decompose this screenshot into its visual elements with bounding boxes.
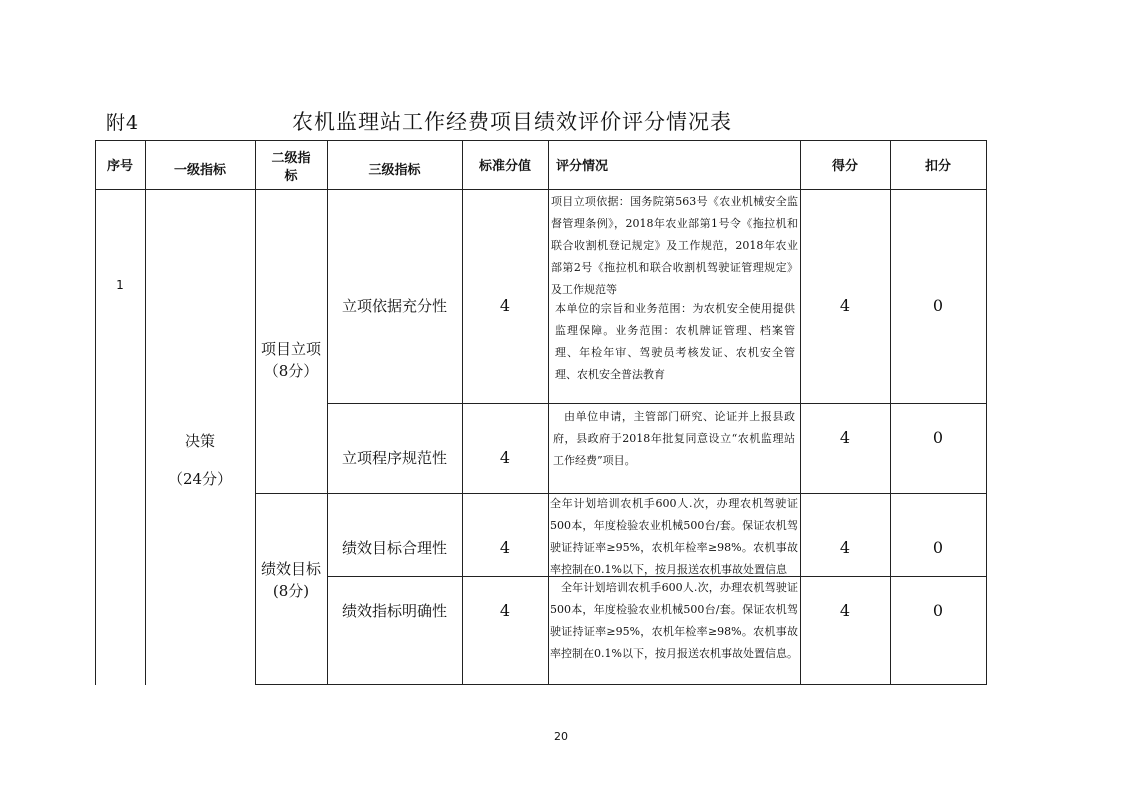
col-line-5: [548, 140, 549, 685]
col-line-1: [145, 140, 146, 685]
header-evaluation: 评分情况: [556, 159, 609, 174]
standard-score-value: 4: [499, 295, 511, 315]
level2-name: 绩效目标: [260, 560, 321, 578]
level2-points: (8分): [272, 582, 310, 600]
header-level1: 一级指标: [173, 162, 226, 178]
level1-name: 决策: [184, 432, 215, 450]
header-score: 得分: [831, 159, 858, 174]
level2-name: 项目立项: [260, 340, 321, 358]
evaluation-text: 项目立项依据：国务院第563号《农业机械安全监督管理条例》，2018年农业部第1号令《拖拉机和联合收割机登记规定》及工作规范，2018年农业部第2号《拖拉机和联合收割机驾驶证管理规定》及工作规范等: [551, 195, 798, 296]
level3-indicator: 绩效指标明确性: [341, 601, 447, 620]
header-level2-line2: 标: [284, 169, 298, 184]
header-level2-line1: 二级指: [271, 151, 311, 166]
level2-points: （8分）: [263, 362, 319, 380]
table-border-bottom: [255, 684, 987, 685]
document-title: 农机监理站工作经费项目绩效评价评分情况表: [292, 110, 732, 134]
standard-score-value: 4: [499, 600, 511, 620]
page-number: 20: [554, 730, 568, 743]
deduction-value: 0: [932, 295, 944, 315]
score-value: 4: [839, 427, 851, 447]
evaluation-table: [95, 140, 987, 685]
table-border-left: [95, 140, 96, 685]
score-value: 4: [839, 600, 851, 620]
header-deduction: 扣分: [924, 159, 951, 174]
evaluation-text: 全年计划培训农机手600人.次，办理农机驾驶证500本，年度检验农业机械500台/套。保证农机驾驶证持证率≥95%，农机年检率≥98%。农机事故率控制在0.1%以下，按月报送农机事故处置信息。: [550, 581, 798, 660]
header-level3: 三级指标: [368, 162, 421, 178]
header-level2: [255, 140, 327, 196]
level1-indicator: [145, 425, 255, 495]
evaluation-text: 全年计划培训农机手600人.次，办理农机驾驶证500本，年度检验农业机械500台/套。保证农机驾驶证持证率≥95%，农机年检率≥98%。农机事故率控制在0.1%以下，按月报送农机事故处置信息: [550, 497, 798, 576]
score-value: 4: [839, 295, 851, 315]
level1-points: （24分）: [167, 470, 233, 488]
table-border-right: [986, 140, 987, 685]
level2-indicator-project-setup: [255, 335, 327, 385]
level2-indicator-performance-target: [255, 555, 327, 605]
attachment-label: 附4: [106, 112, 140, 134]
header-standard-score: 标准分值: [478, 159, 531, 174]
level3-indicator: 绩效目标合理性: [341, 538, 447, 557]
standard-score-value: 4: [499, 537, 511, 557]
deduction-value: 0: [932, 427, 944, 447]
standard-score-value: 4: [499, 447, 511, 467]
evaluation-text: 本单位的宗旨和业务范围：为农机安全使用提供监理保障。业务范围：农机牌证管理、档案管理、年检年审、驾驶员考核发证、农机安全管理、农机安全普法教育: [555, 302, 795, 381]
level3-indicator: 立项依据充分性: [341, 296, 447, 315]
score-value: 4: [839, 537, 851, 557]
evaluation-text: 由单位申请，主管部门研究、论证并上报县政府，县政府于2018年批复同意设立“农机监理站工作经费”项目。: [553, 410, 795, 467]
level3-indicator: 立项程序规范性: [341, 448, 447, 467]
header-seq: 序号: [106, 159, 133, 174]
deduction-value: 0: [932, 537, 944, 557]
row-divider-1: [327, 403, 987, 404]
row-seq-number: 1: [116, 278, 124, 292]
deduction-value: 0: [932, 600, 944, 620]
